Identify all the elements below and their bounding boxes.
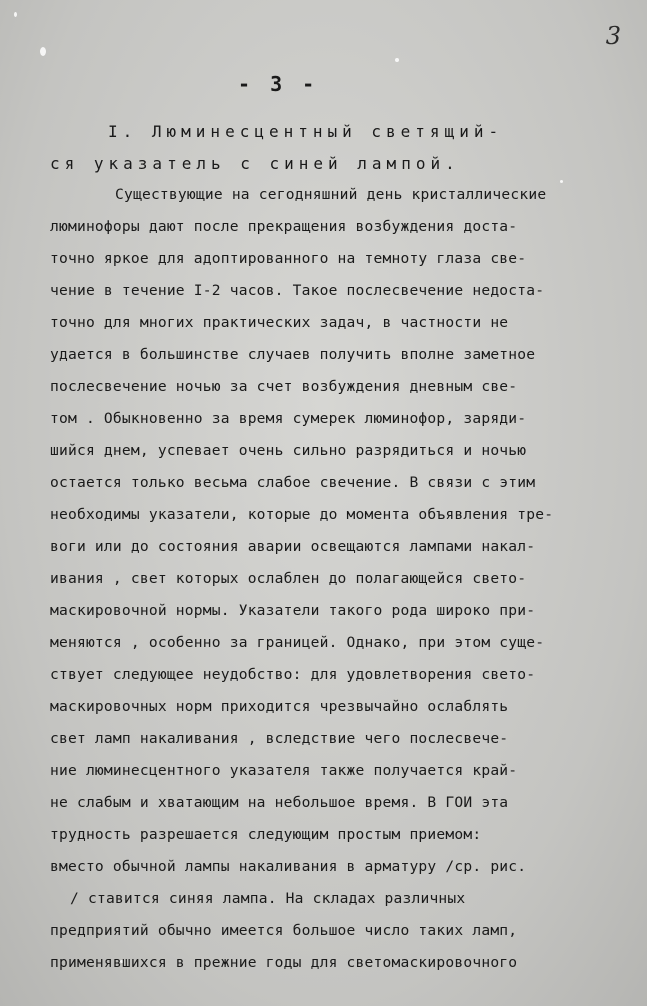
body-text-line: точно для многих практических задач, в частности не	[50, 314, 509, 331]
corner-page-number: 3	[605, 22, 621, 50]
body-text-line: предприятий обычно имеется большое число таких ламп,	[50, 922, 518, 939]
body-text-line: трудность разрешается следующим простым приемом:	[50, 826, 482, 843]
body-text-line: необходимы указатели, которые до момента объявления тре-	[50, 506, 554, 523]
body-text-line: люминофоры дают после прекращения возбуждения доста-	[50, 218, 518, 235]
dust-speck	[40, 47, 46, 56]
body-text-line: точно яркое для адоптированного на темноту глаза све-	[50, 250, 527, 267]
body-text-line: Существующие на сегодняшний день кристаллические	[115, 186, 547, 203]
body-text-line: / ставится синяя лампа. На складах различных	[70, 890, 466, 907]
body-text-line: ние люминесцентного указателя также получается край-	[50, 762, 518, 779]
body-text-line: ствует следующее неудобство: для удовлетворения свето-	[50, 666, 536, 683]
body-text-line: ивания , свет которых ослаблен до полагающейся свето-	[50, 570, 527, 587]
body-text-line: послесвечение ночью за счет возбуждения дневным све-	[50, 378, 518, 395]
body-text-line: остается только весьма слабое свечение. В связи с этим	[50, 474, 536, 491]
body-text-line: применявшихся в прежние годы для светомаскировочного	[50, 954, 518, 971]
body-text-line: свет ламп накаливания , вследствие чего послесвече-	[50, 730, 509, 747]
dust-speck	[395, 58, 399, 62]
body-text-line: вместо обычной лампы накаливания в арматуру /ср. рис.	[50, 858, 527, 875]
body-text-line: меняются , особенно за границей. Однако, при этом суще-	[50, 634, 545, 651]
body-text-line: удается в большинстве случаев получить вполне заметное	[50, 346, 536, 363]
section-heading-line-2: ся указатель с синей лампой.	[50, 154, 460, 173]
body-text-line: чение в течение I-2 часов. Такое послесвечение недоста-	[50, 282, 545, 299]
page-number: - 3 -	[238, 72, 319, 96]
body-text-line: воги или до состояния аварии освещаются лампами накал-	[50, 538, 536, 555]
body-text-line: шийся днем, успевает очень сильно разрядиться и ночью	[50, 442, 527, 459]
body-text-line: том . Обыкновенно за время сумерек люминофор, заряди-	[50, 410, 527, 427]
dust-speck	[14, 12, 17, 17]
dust-speck	[560, 180, 563, 183]
body-text-line: маскировочной нормы. Указатели такого рода широко при-	[50, 602, 536, 619]
body-text-line: не слабым и хватающим на небольшое время. В ГОИ эта	[50, 794, 509, 811]
body-text-line: маскировочных норм приходится чрезвычайно ослаблять	[50, 698, 509, 715]
section-heading-line-1: I. Люминесцентный светящий-	[108, 122, 504, 141]
